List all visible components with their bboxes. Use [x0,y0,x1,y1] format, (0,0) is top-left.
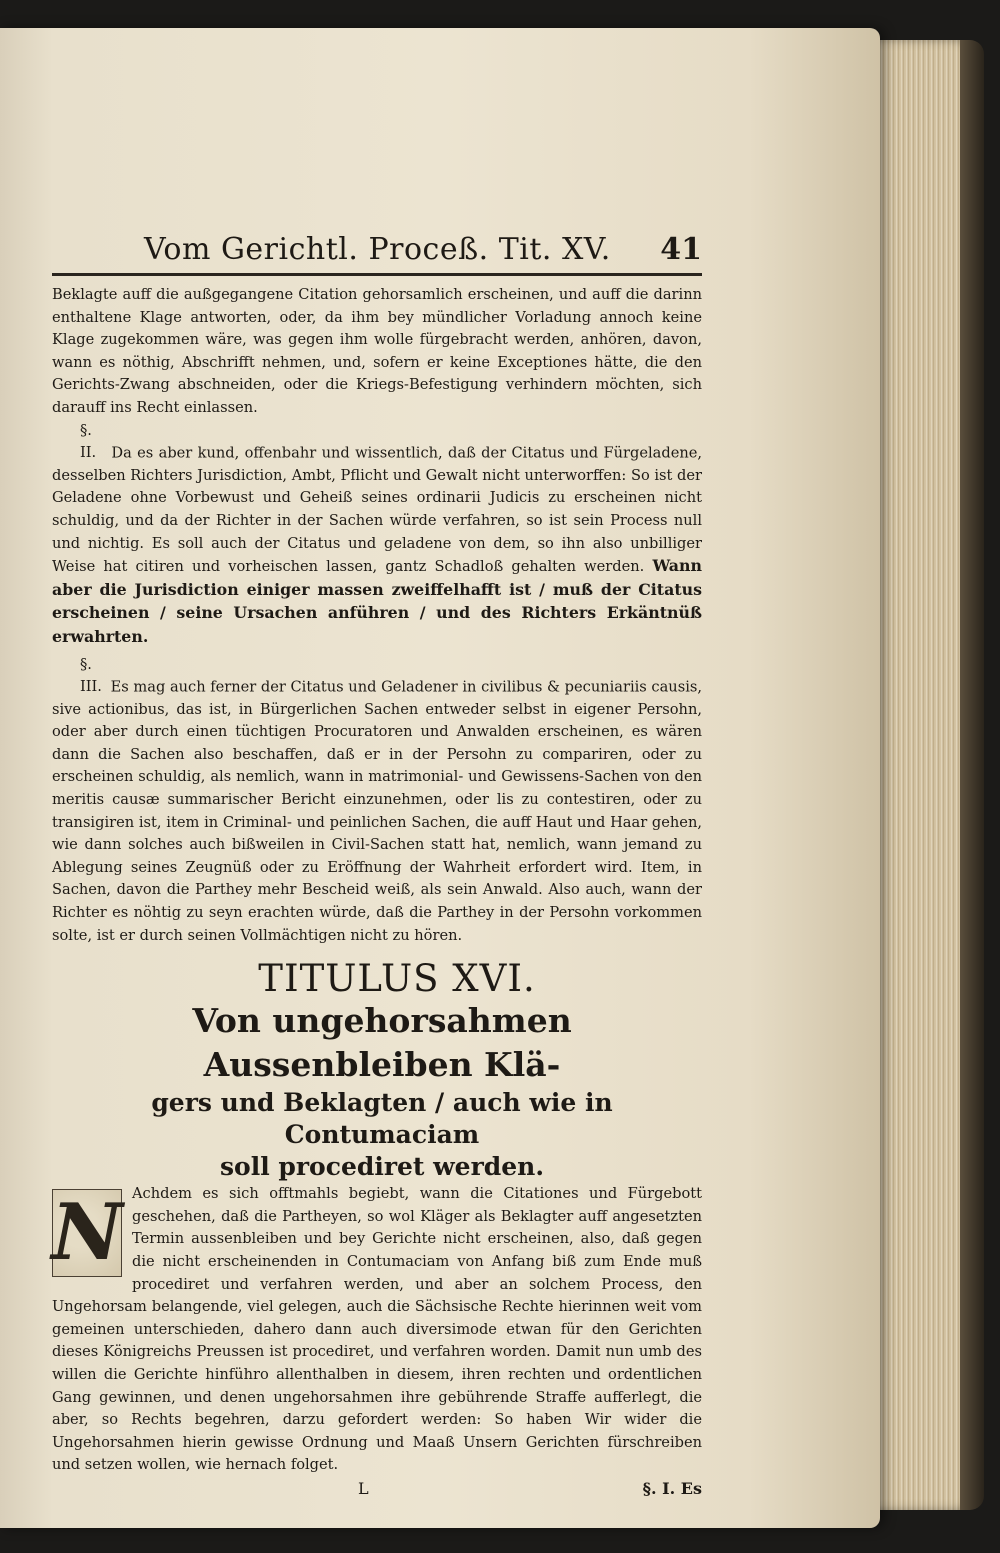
header-title: Vom Gerichtl. Proceß. Tit. XV. [144,232,611,267]
chapter-heading-line: Von ungehorsahmen Aussenbleiben Klä- [192,1001,572,1085]
paragraph-continued: Beklagte auff die außgegangene Citation gehorsamlich erscheinen, und auff die darinn enthaltene Klage antworten, oder, da ihm bey mündlicher Vorladung annoch keine Klage zugekommen wäre, was gegen ihm wolle fürgebracht werden, anhören, davon, wann es nöthig, Abschrifft nehmen, und, sofern er keine Exceptiones hätte, die den Gerichts-Zwang abschneiden, oder die Kriegs-Befestigung verhindern möchten, sich darauff ins Recht einlassen. [52,286,702,416]
section-2-bold-text: Wann aber die Jurisdiction einiger massen zweiffelhafft ist / muß der Citatus erscheinen / seine Ursachen anführen / und des Richters Erkäntnüß erwahrten. [52,556,703,646]
section-3-text: Es mag auch ferner der Citatus und Geladener in civilibus & pecuniariis causis, sive actionibus, das ist, in Bürgerlichen Sachen entweder selbst in eigener Persohn, oder aber durch einen tüchtigen Procuratoren und Anwalden erscheinen, es wären dann die Sachen also beschaffen, daß er in der Persohn zu compariren, oder zu erscheinen schuldig, als nemlich, wann in matrimonial- und Gewissens-Sachen von den meritis causæ summarischer Bericht einzunehmen, oder lis zu contestiren, oder zu transigiren ist, item in Criminal- und peinlichen Sachen, die auff Haut und Haar gehen, wie dann solches auch bißweilen in Civil-Sachen statt hat, nemlich, wann jemand zu Ablegung seines Zeugnüß oder zu Eröffnung der Wahrheit erfordert wird. Item, in Sachen, davon die Parthey mehr Bescheid weiß, als sein Anwald. Also auch, wann der Richter es nöhtig zu seyn erachten würde, daß die Parthey in der Persohn vorkommen solte, ist er durch seinen Vollmächtigen nicht zu hören. [52,678,702,944]
catchword: §. I. Es [642,1478,702,1498]
paragraph-section-2 [52,420,702,650]
chapter-heading-line: gers und Beklagten / auch wie in Contumaciam [151,1088,613,1150]
opening-paragraph-text: Achdem es sich offtmahls begiebt, wann die Citationes und Fürgebott geschehen, daß die Partheyen, so wol Kläger als Beklagter auff angesetzten Termin aussenbleiben und bey Gerichte nicht erscheinen, also, daß gegen die nicht erscheinenden in Contumaciam von Anfang biß zum Ende muß procediret und verfahren werden, und aber an solchem Process, den Ungehorsam belangende, viel gelegen, auch die Sächsische Rechte hierinnen weit vom gemeinen unterschieden, dahero dann auch diversimode etwan für den Gerichten dieses Königreichs Preussen ist procediret, und verfahren worden. Damit nun umb des willen die Gerichte hinführo allenthalben in diesem, ihren rechten und ordentlichen Gang gewinnen, und denen ungehorsahmen ihre gebührende Straffe aufferlegt, die aber, so Rechts begehren, darzu gefordert werden: So haben Wir wider die Ungehorsahmen hierin gewisse Ordnung und Maaß Unsern Gerichten fürschreiben und setzen wollen, wie hernach folget. [52,1185,702,1474]
signature-mark: L [358,1478,369,1498]
header-rule [52,273,702,276]
running-header [52,233,702,267]
section-2-text: Da es aber kund, offenbahr und wissentlich, daß der Citatus und Fürgeladene, desselben Richters Jurisdiction, Ambt, Pflicht und Gewalt nicht unterworffen: So ist der Geladene ohne Vorbewust und Geheiß seines ordinarii Judicis zu erscheinen nicht schuldig, und da der Richter in der Sachen würde verfahren, so ist sein Process null und nichtig. Es soll auch der Citatus und geladene von dem, so ihn also unbilliger Weise hat citiren und vorheischen lassen, gantz Schadloß gehalten werden. [52,444,703,576]
book-cover-edge [960,40,984,1510]
section-label: §. III. [80,655,102,696]
titulus-heading: TITULUS XVI. [258,957,536,1001]
book-page [0,28,880,1528]
page-number: 41 [660,232,702,267]
section-label: §. II. [80,421,97,462]
page-content [51,232,703,1498]
decorated-initial: N [51,1187,123,1279]
page-footer [52,1479,702,1498]
paragraph-section-3 [52,654,702,948]
opening-paragraph [52,1183,702,1477]
chapter-heading [52,999,702,1183]
chapter-heading-line: soll procediret werden. [219,1152,545,1182]
